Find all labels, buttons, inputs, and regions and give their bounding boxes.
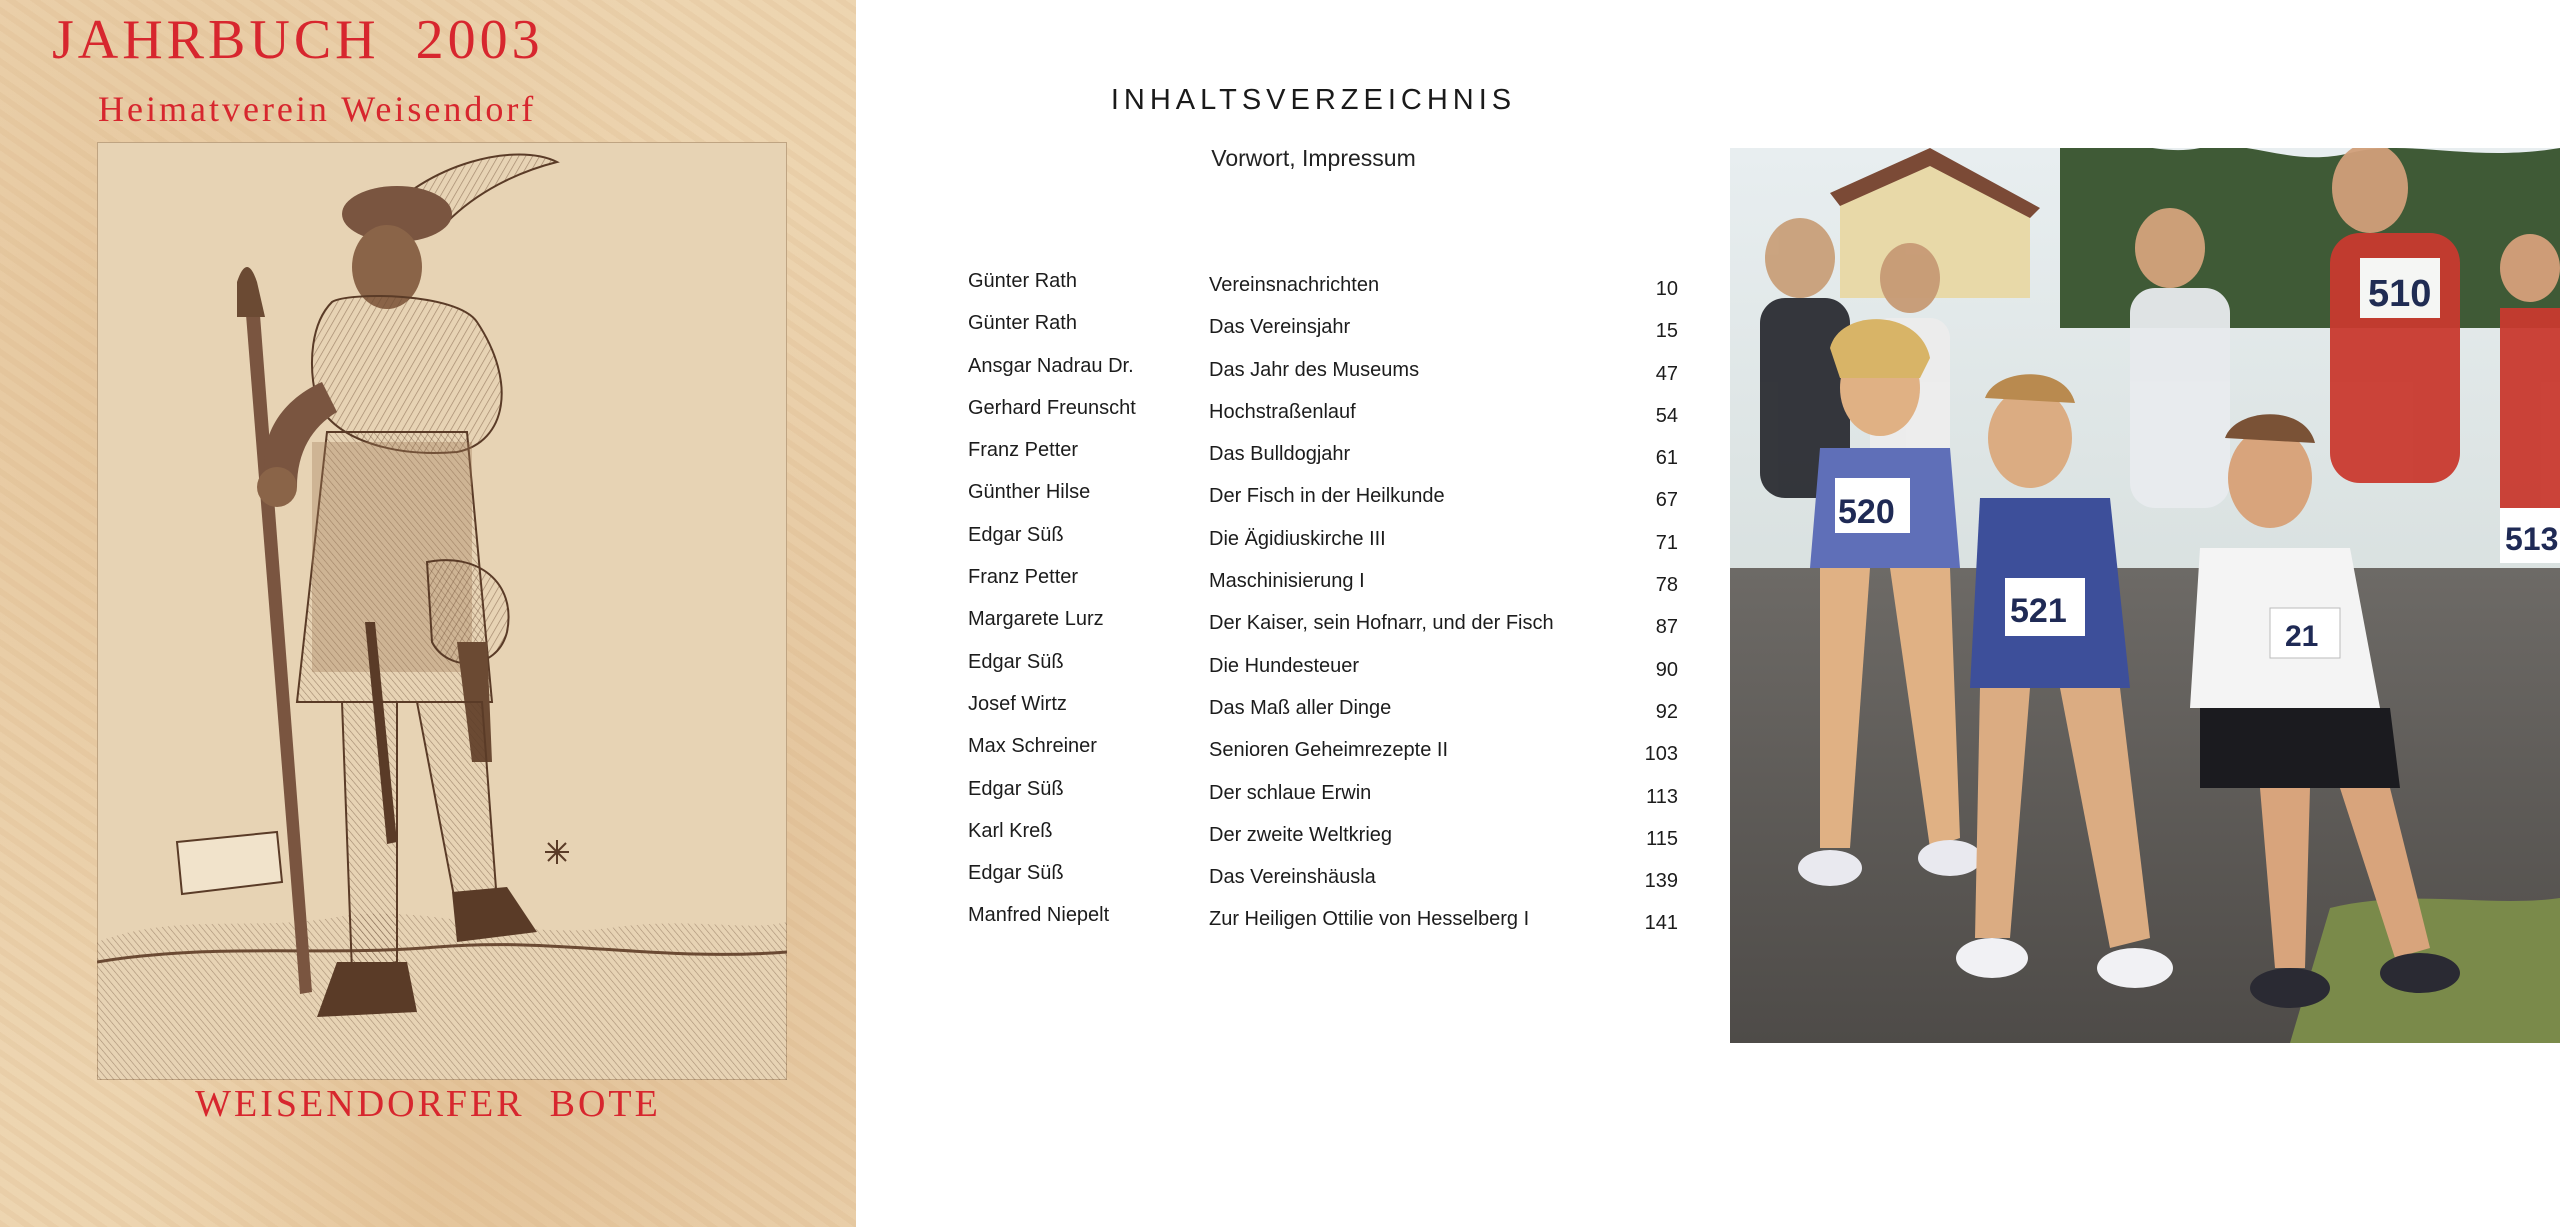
svg-text:510: 510 [2368,273,2432,315]
toc-title: Der zweite Weltkrieg [1209,823,1393,846]
toc-entry [856,564,1730,606]
toc-title: Das Jahr des Museums [1209,358,1420,381]
svg-text:521: 521 [2010,592,2067,630]
toc-author: Ansgar Nadrau Dr. [968,354,1134,377]
toc-title: Vereinsnachrichten [1209,274,1380,296]
toc-entry [856,353,1730,395]
toc-intro: Vorwort, Impressum [1211,145,1416,171]
toc-author: Edgar Süß [968,862,1064,885]
toc-title: Der Fisch in der Heilkunde [1209,485,1445,508]
toc-entry [856,902,1730,944]
svg-text:513: 513 [2505,521,2559,557]
toc-heading: INHALTSVERZEICHNIS [1110,84,1517,116]
toc-entry [856,437,1730,479]
toc-page-number: 15 [1655,320,1678,343]
toc-author: Edgar Süß [968,523,1064,546]
toc-page [856,0,1730,1227]
toc-entry [856,268,1730,310]
woodcut-figure-image [97,142,787,1080]
toc-title: Das Vereinshäusla [1209,866,1376,889]
toc-title: Zur Heiligen Ottilie von Hesselberg I [1209,908,1530,931]
cover-page [0,0,856,1227]
race-photo [1730,148,2560,1043]
cover-bottom-title: WEISENDORFER BOTE [195,1083,661,1125]
toc-title: Maschinisierung I [1209,570,1365,593]
toc-entry [856,479,1730,521]
toc-author: Franz Petter [968,439,1079,462]
cover-subtitle: Heimatverein Weisendorf [98,89,537,129]
toc-title: Das Bulldogjahr [1209,443,1351,466]
toc-entry [856,818,1730,860]
toc-author: Edgar Süß [968,650,1064,673]
toc-page-number: 47 [1655,362,1678,385]
toc-entry [856,649,1730,691]
toc-author: Margarete Lurz [968,608,1104,631]
toc-title: Das Maß aller Dinge [1209,696,1392,719]
toc-author: Günter Rath [968,312,1077,335]
toc-entry [856,691,1730,733]
toc-page-number: 141 [1644,912,1678,935]
toc-title: Der schlaue Erwin [1209,781,1372,804]
toc-author: Franz Petter [968,566,1079,589]
toc-list [856,268,1730,945]
svg-text:520: 520 [1838,493,1895,531]
toc-author: Günther Hilse [968,481,1091,504]
toc-title: Senioren Geheimrezepte II [1209,739,1449,762]
toc-page-number: 61 [1655,447,1678,470]
toc-entry [856,860,1730,902]
toc-page-number: 103 [1644,743,1678,766]
toc-title: Die Ägidiuskirche III [1209,527,1386,550]
toc-author: Josef Wirtz [968,692,1067,715]
toc-page-number: 71 [1655,531,1678,554]
toc-title: Hochstraßenlauf [1209,400,1356,423]
toc-entry [856,310,1730,352]
toc-page-number: 139 [1644,870,1678,893]
cover-woodcut-illustration [97,142,787,1080]
toc-page-number: 78 [1655,574,1678,597]
toc-title: Die Hundesteuer [1209,654,1360,677]
toc-title: Der Kaiser, sein Hofnarr, und der Fisch [1209,612,1554,635]
cover-title: JAHRBUCH 2003 [52,9,544,71]
toc-page-number: 90 [1655,658,1678,681]
toc-page-number: 92 [1655,700,1678,723]
race-photo-image [1730,148,2560,1043]
toc-entry [856,606,1730,648]
toc-entry [856,395,1730,437]
toc-page-number: 67 [1655,489,1678,512]
toc-entry [856,776,1730,818]
toc-page-number: 115 [1646,827,1678,850]
toc-author: Max Schreiner [968,735,1097,758]
toc-page-number: 113 [1646,785,1678,808]
toc-author: Günter Rath [968,270,1077,292]
toc-entry [856,522,1730,564]
toc-author: Edgar Süß [968,777,1064,800]
toc-page-number: 87 [1655,616,1678,639]
toc-author: Manfred Niepelt [968,904,1110,927]
svg-text:21: 21 [2285,620,2319,653]
toc-title: Das Vereinsjahr [1209,316,1351,339]
toc-page-number: 54 [1655,404,1678,427]
toc-page-number: 10 [1655,278,1678,300]
toc-entry [856,733,1730,775]
toc-author: Karl Kreß [968,819,1053,842]
toc-author: Gerhard Freunscht [968,396,1136,419]
